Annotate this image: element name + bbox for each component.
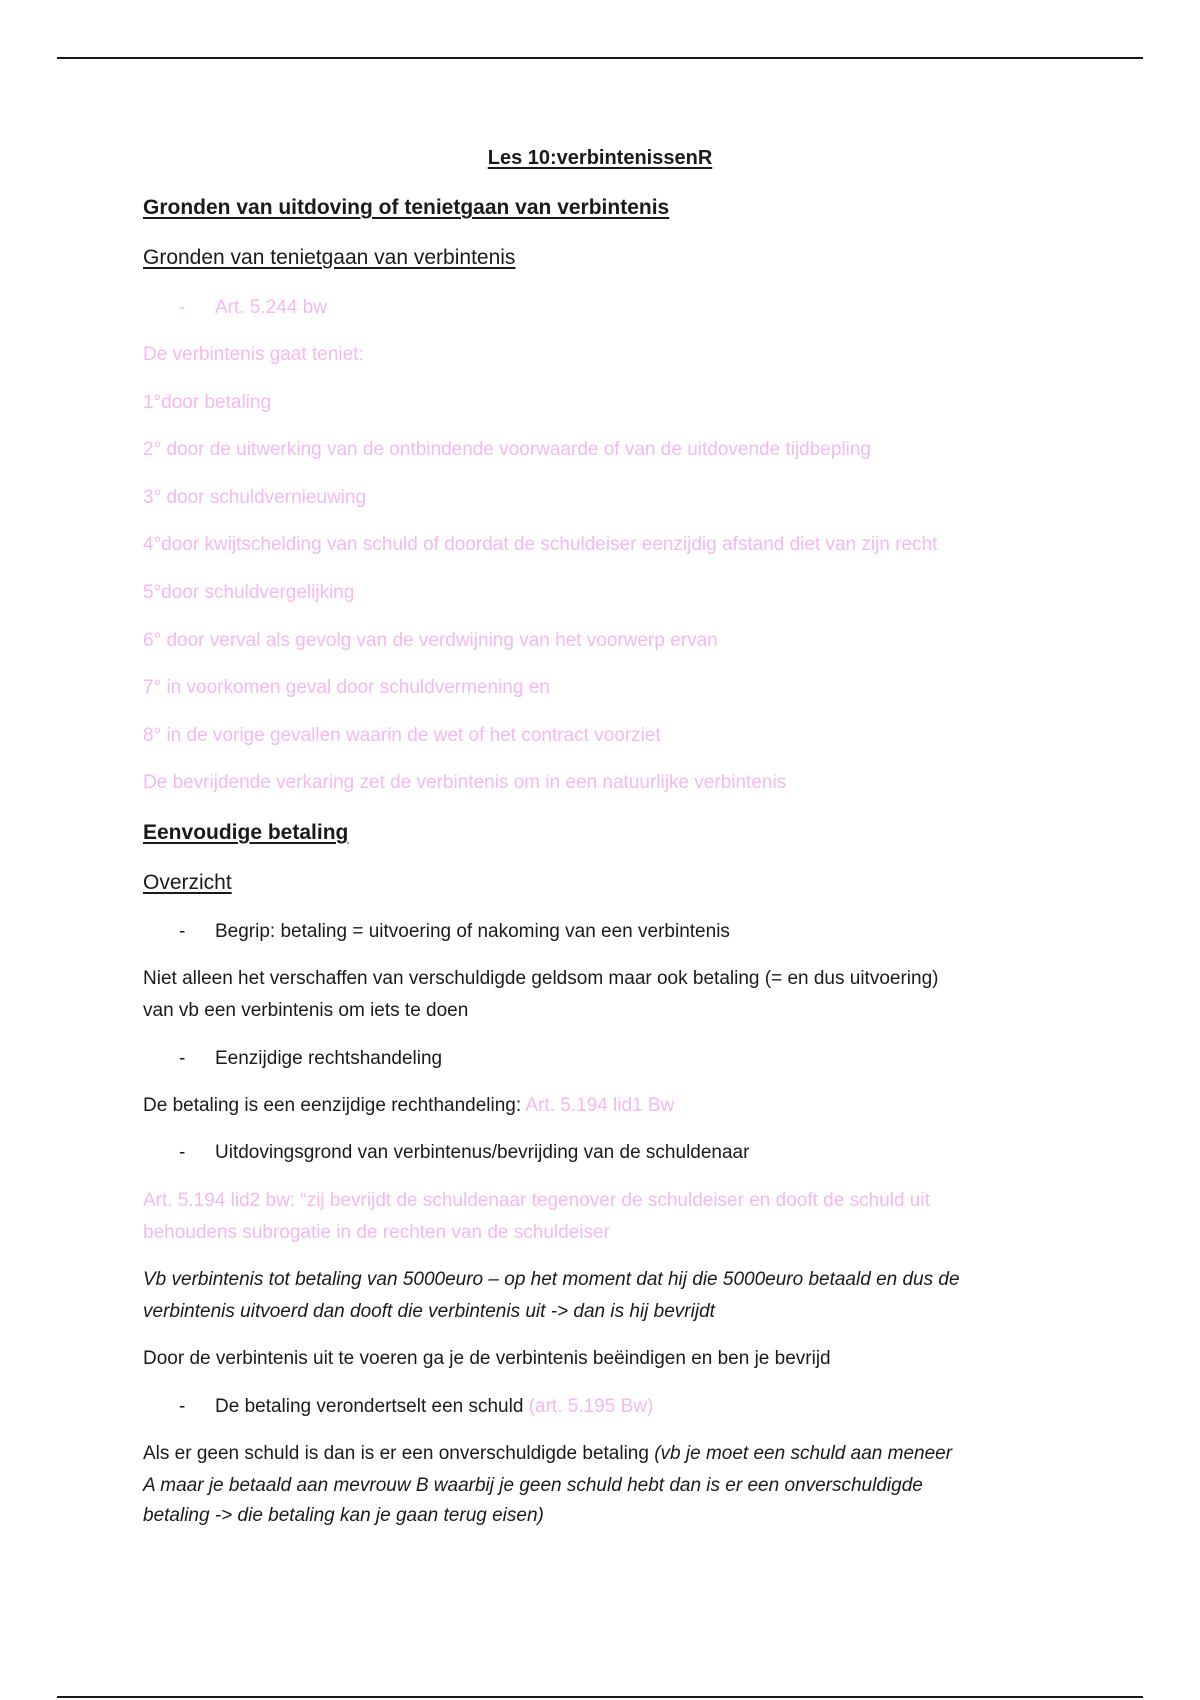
quote-line: Art. 5.194 lid2 bw: “zij bevrijdt de schuldenaar tegenover de schuldeiser en dooft de schuld uit (143, 1190, 930, 1211)
subheading-overzicht: Overzicht (143, 871, 232, 894)
bullet-text: Begrip: betaling = uitvoering of nakoming van een verbintenis (215, 921, 730, 942)
bullet-text: De betaling verondertselt een schuld (215, 1396, 529, 1417)
section-heading-betaling: Eenvoudige betaling (143, 821, 349, 844)
quote-line: behoudens subrogatie in de rechten van de schuldeiser (143, 1222, 610, 1243)
paragraph-onverschuldigd (143, 1438, 952, 1470)
example-line: verbintenis uitvoerd dan dooft die verbintenis uit -> dan is hij bevrijdt (143, 1301, 715, 1322)
list-item: 5°door schuldvergelijking (143, 582, 355, 603)
list-item: 2° door de uitwerking van de ontbindende voorwaarde of van de uitdovende tijdbepling (143, 439, 872, 460)
bullet-dash: - (179, 921, 186, 942)
bullet-text: Uitdovingsgrond van verbintenus/bevrijding van de schuldenaar (215, 1142, 750, 1163)
paragraph-text: Als er geen schuld is dan is er een onverschuldigde betaling (143, 1443, 655, 1464)
paragraph-line: Door de verbintenis uit te voeren ga je de verbintenis beëindigen en ben je bevrijd (143, 1348, 831, 1369)
bottom-rule (57, 1696, 1143, 1698)
list-item: 6° door verval als gevolg van de verdwijning van het voorwerp ervan (143, 630, 718, 651)
bullet-dash: - (179, 297, 186, 318)
bullet-dash: - (179, 1142, 186, 1163)
bullet-schuld (179, 1391, 653, 1423)
paragraph-line: van vb een verbintenis om iets te doen (143, 1000, 469, 1021)
paragraph-line: A maar je betaald aan mevrouw B waarbij je geen schuld hebt dan is er een onverschuldigde (143, 1475, 923, 1496)
subheading-tenietgaan: Gronden van tenietgaan van verbintenis (143, 246, 516, 269)
page-title: Les 10:verbintenissenR (487, 147, 713, 169)
bullet-begrip (179, 916, 730, 948)
paragraph-italic: (vb je moet een schuld aan meneer (654, 1443, 953, 1464)
paragraph-line: betaling -> die betaling kan je gaan terug eisen) (143, 1505, 544, 1526)
list-item: 3° door schuldvernieuwing (143, 487, 367, 508)
article-reference: Art. 5.194 lid1 Bw (525, 1095, 675, 1116)
section-heading-uitdoving: Gronden van uitdoving of tenietgaan van verbintenis (143, 196, 670, 219)
list-item: 7° in voorkomen geval door schuldvermening en (143, 677, 550, 698)
closing-text: De bevrijdende verkaring zet de verbintenis om in een natuurlijke verbintenis (143, 772, 787, 793)
paragraph-text: De betaling is een eenzijdige rechthandeling: (143, 1095, 526, 1116)
article-reference: (art. 5.195 Bw) (528, 1396, 654, 1417)
bullet-uitdovingsgrond (179, 1137, 749, 1169)
list-item: 1°door betaling (143, 392, 272, 413)
bullet-dash: - (179, 1396, 186, 1417)
bullet-article-5-244 (179, 292, 327, 324)
top-rule (57, 57, 1143, 59)
list-item: 4°door kwijtschelding van schuld of doordat de schuldeiser eenzijdig afstand diet van zijn recht (143, 534, 938, 555)
intro-text: De verbintenis gaat teniet: (143, 344, 364, 365)
bullet-dash: - (179, 1048, 186, 1069)
bullet-text: Art. 5.244 bw (215, 297, 327, 318)
paragraph-line: Niet alleen het verschaffen van verschuldigde geldsom maar ook betaling (= en dus uitvoering) (143, 968, 939, 989)
bullet-eenzijdige (179, 1043, 442, 1075)
example-line: Vb verbintenis tot betaling van 5000euro – op het moment dat hij die 5000euro betaald en dus de (143, 1269, 960, 1290)
paragraph-rechthandeling (143, 1090, 674, 1122)
list-item: 8° in de vorige gevallen waarin de wet of het contract voorziet (143, 725, 661, 746)
bullet-text: Eenzijdige rechtshandeling (215, 1048, 443, 1069)
